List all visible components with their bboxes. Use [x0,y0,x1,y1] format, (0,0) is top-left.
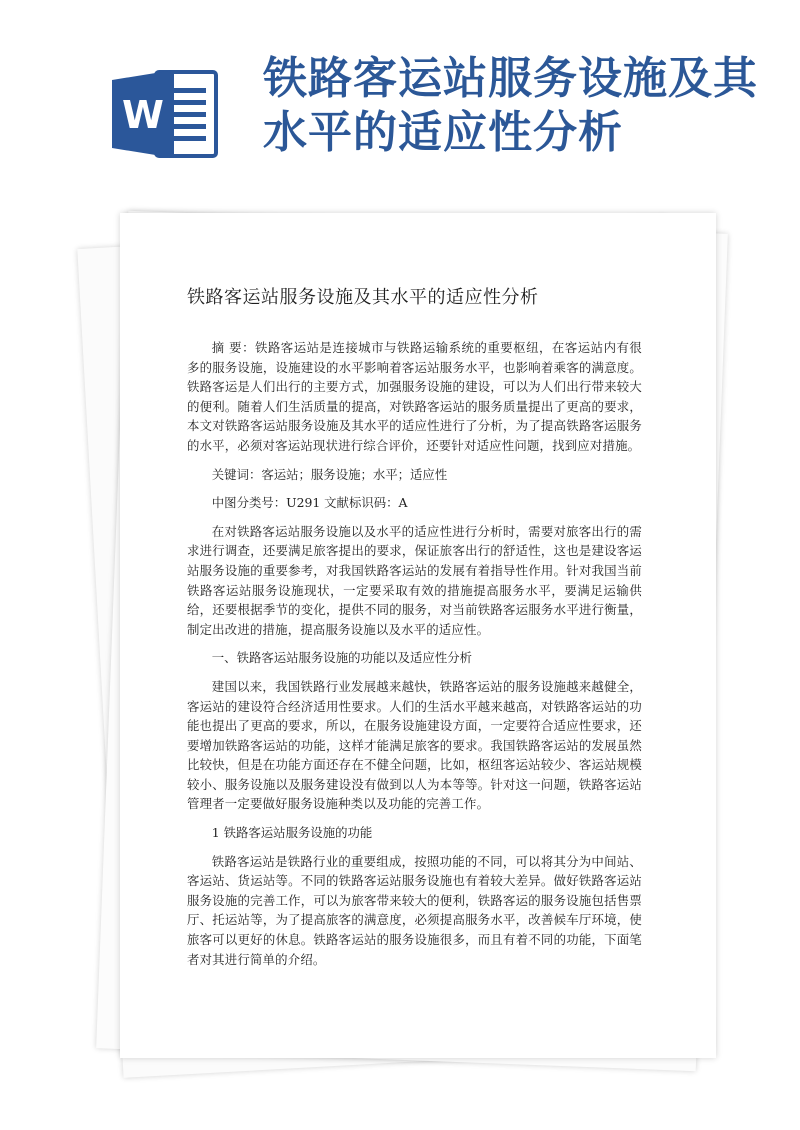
section-heading: 一、铁路客运站服务设施的功能以及适应性分析 [211,650,472,666]
document-title: 铁路客运站服务设施及其水平的适应性分析 [187,287,539,308]
page-title: 铁路客运站服务设施及其水平的适应性分析 [263,53,758,158]
intro-paragraph: 在对铁路客运站服务设施以及水平的适应性进行分析时，需要对旅客出行的需求进行调查，还要满足旅客提出的要求，保证旅客出行的舒适性，这也是建设客运站服务设施的重要参考，对我国铁路客运站的发展有着指导性作用。针对我国当前铁路客运站服务设施现状，一定要采取有效的措施提高服务水平，要满足运输供给，还要根据季节的变化，提供不同的服务，对当前铁路客运服务水平进行衡量，制定出改进的措施，提高服务设施以及水平的适应性。 [187,523,642,637]
header-banner [0,0,800,215]
svg-text:W: W [122,93,164,137]
subsection-paragraph: 铁路客运站是铁路行业的重要组成，按照功能的不同，可以将其分为中间站、客运站、货运站等。不同的铁路客运站服务设施也有着较大差异。做好铁路客运站服务设施的完善工作，可以为旅客带来较大的便利，铁路客运的服务设施包括售票厅、托运站等，为了提高旅客的满意度，必须提高服务水平，改善候车厅环境，使旅客可以更好的休息。铁路客运站的服务设施很多，而且有着不同的功能，下面笔者对其进行简单的介绍。 [187,853,642,967]
document-body [187,213,642,978]
keywords-line: 关键词：客运站；服务设施；水平；适应性 [211,466,448,482]
abstract-paragraph: 摘 要：铁路客运站是连接城市与铁路运输系统的重要枢纽，在客运站内有很多的服务设施，设施建设的水平影响着客运站服务水平，也影响着乘客的满意度。铁路客运是人们出行的主要方式，加强服务设施的建设，可以为人们出行带来较大的便利。随着人们生活质量的提高，对铁路客运站的服务质量提出了更高的要求，本文对铁路客运站服务设施及其水平的适应性进行了分析，为了提高铁路客运服务的水平，必须对客运站现状进行综合评价，还要针对适应性问题，找到应对措施。 [187,340,642,453]
section-paragraph: 建国以来，我国铁路行业发展越来越快，铁路客运站的服务设施越来越健全，客运站的建设符合经济适用性要求。人们的生活水平越来越高，对铁路客运站的功能也提出了更高的要求，所以，在服务设施建设方面，一定要符合适应性要求，还要增加铁路客运站的功能，这样才能满足旅客的要求。我国铁路客运站的发展虽然比较快，但是在功能方面还存在不健全问题，比如，枢纽客运站较少、客运站规模较小、服务设施以及服务建设没有做到以人为本等等。针对这一问题，铁路客运站管理者一定要做好服务设施种类以及功能的完善工作。 [187,678,642,812]
classification-line: 中图分类号：U291 文献标识码：A [211,495,408,511]
word-document-icon [112,66,220,162]
subsection-heading: 1 铁路客运站服务设施的功能 [211,825,373,841]
